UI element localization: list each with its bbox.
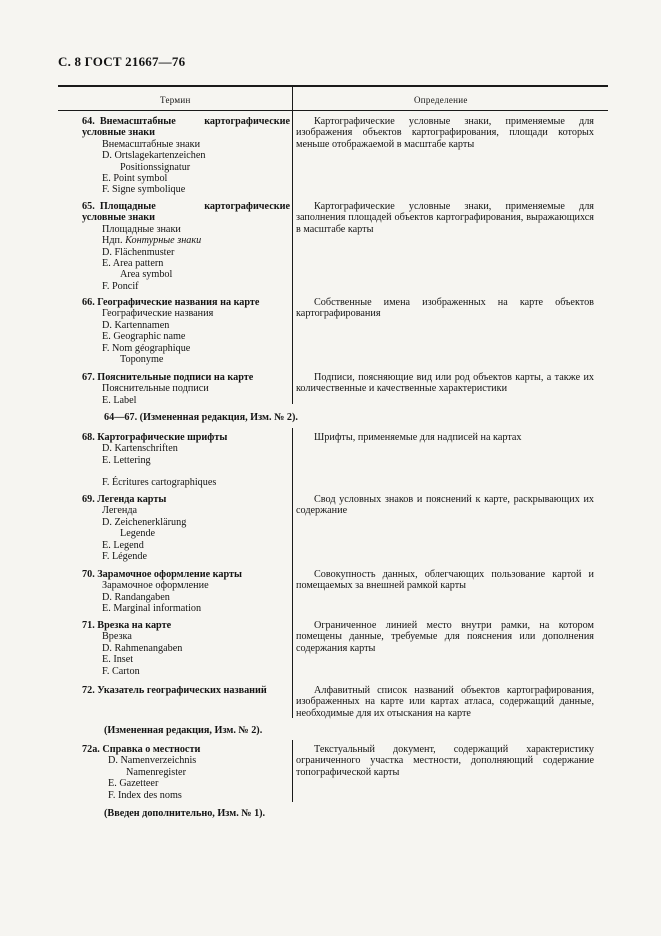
- definition-70: Совокупность данных, облегчающих пользование картой и помещаемых за внешней рамкой карты: [296, 569, 594, 592]
- table-top-rule: [58, 85, 608, 87]
- term-entry-70: 70. Зарамочное оформление карты Зарамочное оформление D. Randangaben E. Marginal information: [82, 569, 242, 615]
- term-entry-65: 65. Площадные картографические условные знаки Площадные знаки Ндп. Контурные знаки D. Flächenmuster E. Area pattern Area symbol F. Poncif: [82, 201, 290, 292]
- table-header-rule: [58, 110, 608, 111]
- definition-72: Алфавитный список названий объектов картографирования, изображенных на карте или картах атласа, содержащий данные, необходимые для их отыскания на карте: [296, 685, 594, 719]
- term-entry-72a: 72а. Справка о местности D. Namenverzeichnis Namenregister E. Gazetteer F. Index des noms: [82, 744, 201, 801]
- amendment-note-64-67: 64—67. (Измененная редакция, Изм. № 2).: [104, 412, 298, 423]
- column-header-term: Термин: [160, 95, 191, 105]
- definition-72a: Текстуальный документ, содержащий характеристику ограниченного участка местности, дополняющий содержание топографической карты: [296, 744, 594, 778]
- column-divider-header: [292, 86, 293, 110]
- definition-71: Ограниченное линией место внутри рамки, на котором помещены данные, требуемые для пояснения или дополнения содержания карты: [296, 620, 594, 654]
- definition-65: Картографические условные знаки, применяемые для заполнения площадей объектов картографирования, выражающихся в масштабе карты: [296, 201, 594, 235]
- definition-69: Свод условных знаков и пояснений к карте, раскрывающих их содержание: [296, 494, 594, 517]
- term-entry-71: 71. Врезка на карте Врезка D. Rahmenangaben E. Inset F. Carton: [82, 620, 183, 677]
- column-header-definition: Определение: [414, 95, 468, 105]
- term-entry-68: 68. Картографические шрифты D. Kartenschriften E. Lettering F. Écritures cartographiques: [82, 432, 228, 489]
- column-divider: [292, 428, 293, 718]
- amendment-note-72: (Измененная редакция, Изм. № 2).: [104, 725, 263, 736]
- page-header: С. 8 ГОСТ 21667—76: [58, 54, 186, 69]
- definition-66: Собственные имена изображенных на карте объектов картографирования: [296, 297, 594, 320]
- definition-67: Подписи, поясняющие вид или род объектов карты, а также их количественные и качественные характеристики: [296, 372, 594, 395]
- column-divider: [292, 740, 293, 802]
- amendment-note-72a: (Введен дополнительно, Изм. № 1).: [104, 808, 266, 819]
- term-entry-66: 66. Географические названия на карте Географические названия D. Kartennamen E. Geographic name F. Nom géographique Toponyme: [82, 297, 260, 366]
- term-entry-69: 69. Легенда карты Легенда D. Zeichenerklärung Legende E. Legend F. Légende: [82, 494, 187, 563]
- term-entry-72: 72. Указатель географических названий: [82, 685, 267, 696]
- definition-68: Шрифты, применяемые для надписей на картах: [314, 432, 522, 443]
- term-entry-67: 67. Пояснительные подписи на карте Пояснительные подписи E. Label: [82, 372, 254, 406]
- term-entry-64: 64. Внемасштабные картографические условные знаки Внемасштабные знаки D. Ortslagekartenzeichen Positionssignatur E. Point symbol F. Signe symbolique: [82, 116, 290, 196]
- definition-64: Картографические условные знаки, применяемые для изображения объектов картографирования, площади которых меньше отображаемой в масштабе карты: [296, 116, 594, 150]
- column-divider: [292, 111, 293, 404]
